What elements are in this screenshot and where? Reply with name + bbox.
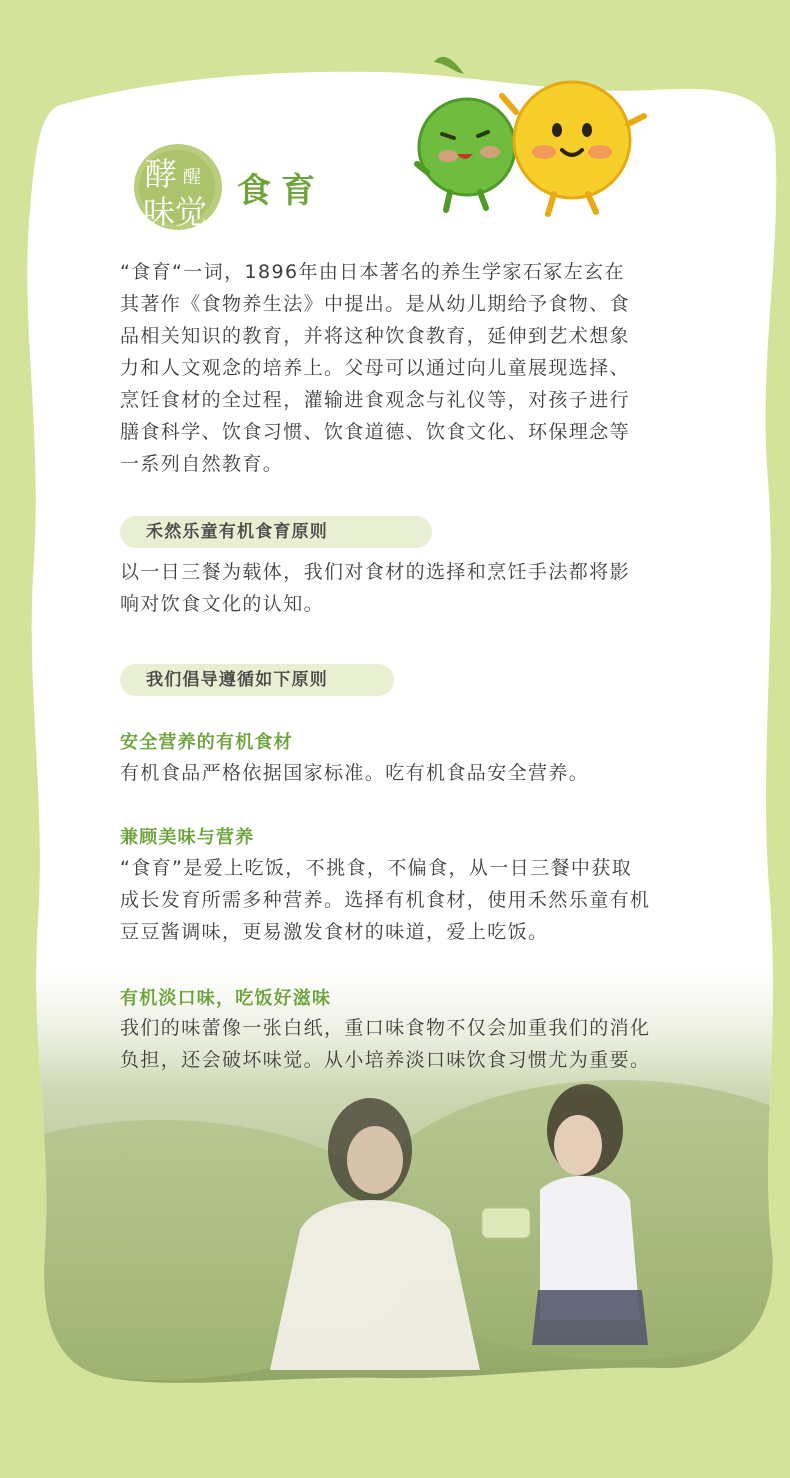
section1-line: 以一日三餐为载体，我们对食材的选择和烹饪手法都将影 xyxy=(120,561,631,583)
intro-line: 一系列自然教育。 xyxy=(120,453,284,475)
badge-line-2: 味觉 xyxy=(143,193,208,231)
principle-line: 豆豆酱调味，更易激发食材的味道，爱上吃饭。 xyxy=(120,921,549,943)
green-lime-mascot-icon xyxy=(417,57,515,210)
intro-line: 品相关知识的教育，并将这种饮食教育，延伸到艺术想象 xyxy=(120,325,631,347)
principle-line: 我们的味蕾像一张白纸，重口味食物不仅会加重我们的消化 xyxy=(120,1017,651,1039)
principle-line: 负担，还会破坏味觉。从小培养淡口味饮食习惯尤为重要。 xyxy=(120,1049,651,1071)
section1-line: 响对饮食文化的认知。 xyxy=(120,593,325,615)
principle-body xyxy=(120,852,700,948)
principle-line: 有机食品严格依据国家标准。吃有机食品安全营养。 xyxy=(120,762,590,784)
principle-line: 成长发育所需多种营养。选择有机食材，使用禾然乐童有机 xyxy=(120,889,651,911)
section-pill-principles: 禾然乐童有机食育原则 xyxy=(120,516,432,548)
principle-title: 有机淡口味，吃饭好滋味 xyxy=(120,988,332,1009)
section-badge xyxy=(133,141,231,233)
section1-paragraph xyxy=(120,556,700,620)
badge-char-1: 酵 xyxy=(145,155,178,193)
principle-body xyxy=(120,757,700,789)
yellow-lemon-mascot-icon xyxy=(502,82,644,214)
principle-body xyxy=(120,1012,700,1076)
intro-line: “食育“一词，1896年由日本著名的养生学家石冢左玄在 xyxy=(120,261,625,283)
intro-paragraph xyxy=(120,256,700,480)
badge-char-2: 醒 xyxy=(183,167,201,188)
principle-title: 兼顾美味与营养 xyxy=(120,827,255,848)
intro-line: 烹饪食材的全过程，灌输进食观念与礼仪等，对孩子进行 xyxy=(120,389,631,411)
page-title: 食育 xyxy=(237,171,325,211)
intro-line: 其著作《食物养生法》中提出。是从幼儿期给予食物、食 xyxy=(120,293,631,315)
intro-line: 力和人文观念的培养上。父母可以通过向儿童展现选择、 xyxy=(120,357,631,379)
intro-line: 膳食科学、饮食习惯、饮食道德、饮食文化、环保理念等 xyxy=(120,421,631,443)
mascot-illustration xyxy=(412,52,662,227)
principle-line: “食育”是爱上吃饭，不挑食，不偏食，从一日三餐中获取 xyxy=(120,857,633,879)
principle-title: 安全营养的有机食材 xyxy=(120,732,293,753)
section-pill-advocate: 我们倡导遵循如下原则 xyxy=(120,664,394,696)
